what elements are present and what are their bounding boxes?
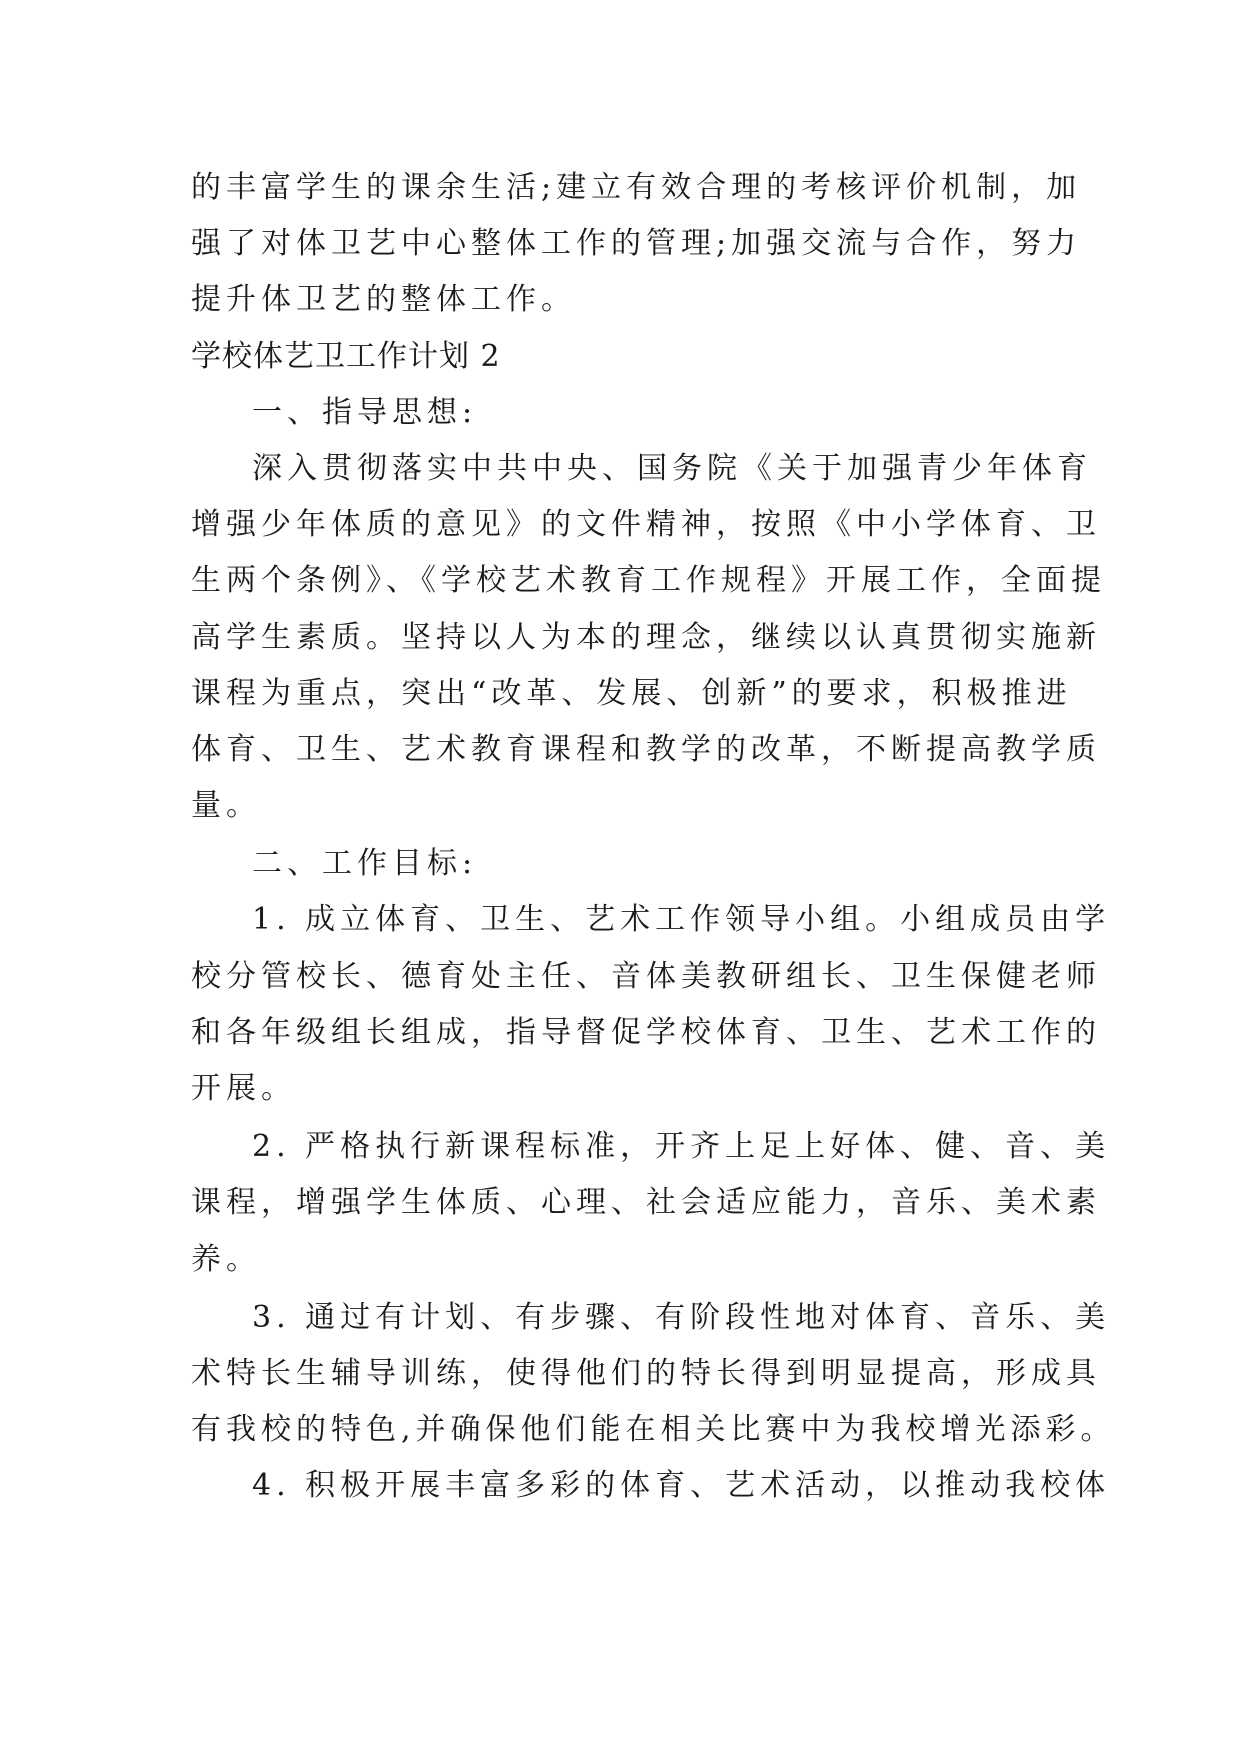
paragraph-line: 课程为重点，突出“改革、发展、创新”的要求，积极推进 <box>191 675 1072 711</box>
goal-item-1-line: 开展。 <box>191 1071 296 1106</box>
paragraph-line: 量。 <box>191 788 261 824</box>
intro-line: 提升体卫艺的整体工作。 <box>191 282 576 318</box>
paragraph-line: 深入贯彻落实中共中央、国务院《关于加强青少年体育 <box>252 450 1092 486</box>
goal-item-3-line: 有我校的特色,并确保他们能在相关比赛中为我校增光添彩。 <box>191 1412 1116 1448</box>
goal-item-2-line: 课程，增强学生体质、心理、社会适应能力，音乐、美术素 <box>191 1185 1101 1221</box>
goal-item-3: 3. 通过有计划、有步骤、有阶段性地对体育、音乐、美 <box>252 1299 1111 1335</box>
goal-item-2-line: 养。 <box>191 1241 261 1277</box>
goal-item-1-line: 校分管校长、德育处主任、音体美教研组长、卫生保健老师 <box>191 958 1101 994</box>
goal-item-4: 4. 积极开展丰富多彩的体育、艺术活动，以推动我校体 <box>252 1468 1111 1504</box>
heading-guiding-ideology: 一、指导思想: <box>252 394 478 430</box>
paragraph-line: 高学生素质。坚持以人为本的理念，继续以认真贯彻实施新 <box>191 619 1101 655</box>
heading-work-goals: 二、工作目标: <box>252 846 478 882</box>
document-page <box>191 160 1116 1515</box>
goal-item-2: 2. 严格执行新课程标准，开齐上足上好体、健、音、美 <box>252 1129 1111 1165</box>
section-title: 学校体艺卫工作计划 2 <box>191 338 501 374</box>
paragraph-line: 增强少年体质的意见》的文件精神，按照《中小学体育、卫 <box>191 507 1101 543</box>
goal-item-1-line: 和各年级组长组成，指导督促学校体育、卫生、艺术工作的 <box>191 1014 1101 1050</box>
goal-item-3-line: 术特长生辅导训练，使得他们的特长得到明显提高，形成具 <box>191 1355 1101 1391</box>
intro-line: 的丰富学生的课余生活;建立有效合理的考核评价机制，加 <box>191 170 1082 205</box>
goal-item-1: 1. 成立体育、卫生、艺术工作领导小组。小组成员由学 <box>252 902 1111 938</box>
intro-line: 强了对体卫艺中心整体工作的管理;加强交流与合作，努力 <box>191 226 1082 262</box>
paragraph-line: 体育、卫生、艺术教育课程和教学的改革，不断提高教学质 <box>191 731 1101 767</box>
paragraph-line: 生两个条例》、《学校艺术教育工作规程》开展工作，全面提 <box>191 563 1106 599</box>
